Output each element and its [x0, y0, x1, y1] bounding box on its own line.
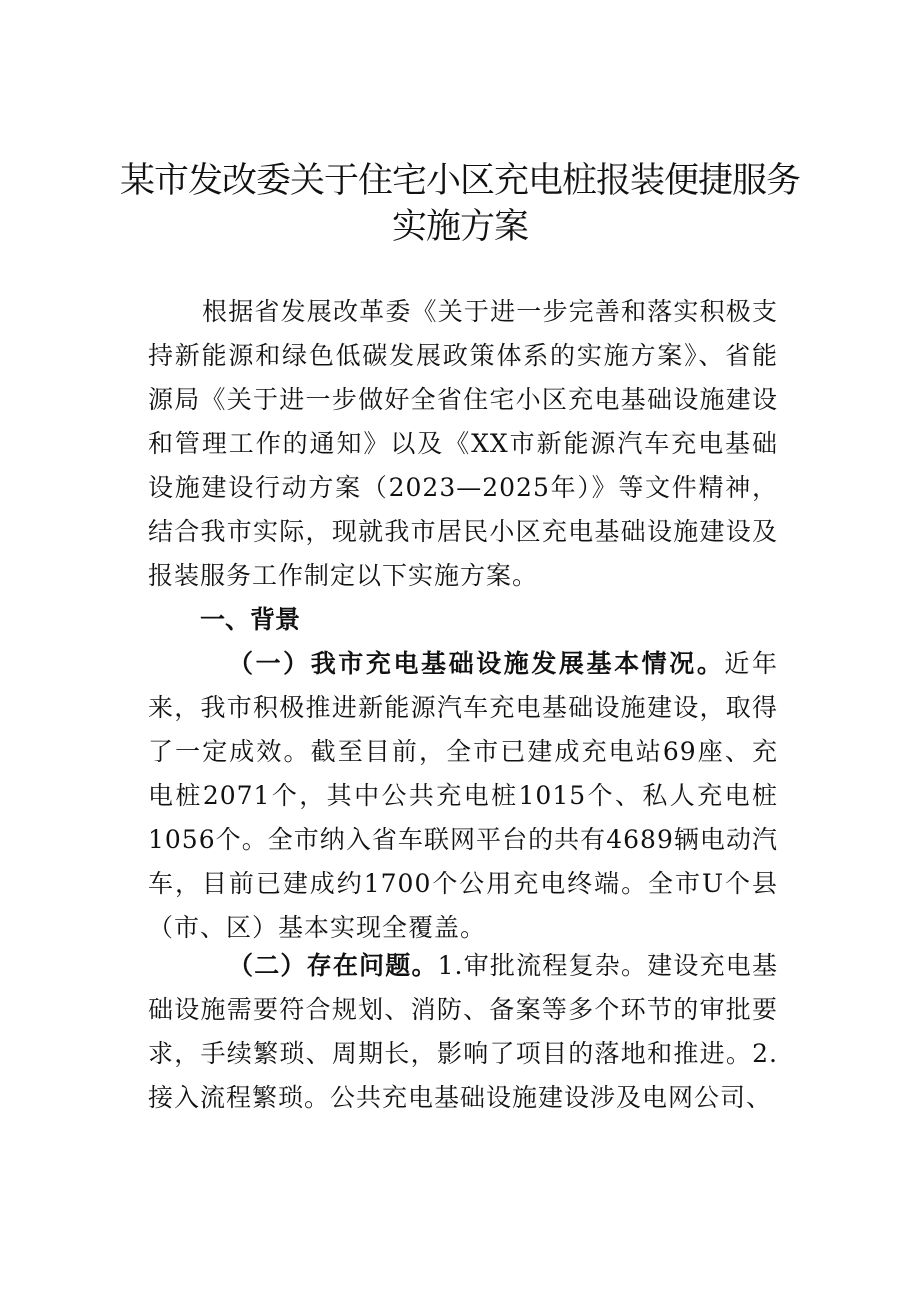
paragraph-text: 1.审批流程复杂。建设充电基础设施需要符合规划、消防、备案等多个环节的审批要求，手续繁琐、周期长，影响了项目的落地和推进。2.接入流程繁琐。公共充电基础设施建设涉及电网公司、	[148, 951, 778, 1112]
document-title: 某市发改委关于住宅小区充电桩报装便捷服务实施方案	[120, 161, 801, 247]
paragraph-development-status	[148, 642, 778, 950]
paragraph-text: 近年来，我市积极推进新能源汽车充电基础设施建设，取得了一定成效。截至目前，全市已建成充电站69座、充电桩2071个，其中公共充电桩1015个、私人充电桩1056个。全市纳入省车联网平台的共有4689辆电动汽车，目前已建成约1700个公用充电终端。全市U个县（市、区）基本实现全覆盖。	[148, 649, 778, 942]
paragraph-lead: （一）我市充电基础设施发展基本情况。	[228, 649, 725, 678]
paragraph-existing-problems	[148, 944, 778, 1120]
paragraph-lead: （二）存在问题。	[228, 951, 438, 980]
intro-paragraph: 根据省发展改革委《关于进一步完善和落实积极支持新能源和绿色低碳发展政策体系的实施方案》、省能源局《关于进一步做好全省住宅小区充电基础设施建设和管理工作的通知》以及《XX市新能源汽车充电基础设施建设行动方案（2023—2025年）》等文件精神，结合我市实际，现就我市居民小区充电基础设施建设及报装服务工作制定以下实施方案。	[148, 297, 778, 590]
section-heading-background: 一、背景	[200, 605, 301, 634]
